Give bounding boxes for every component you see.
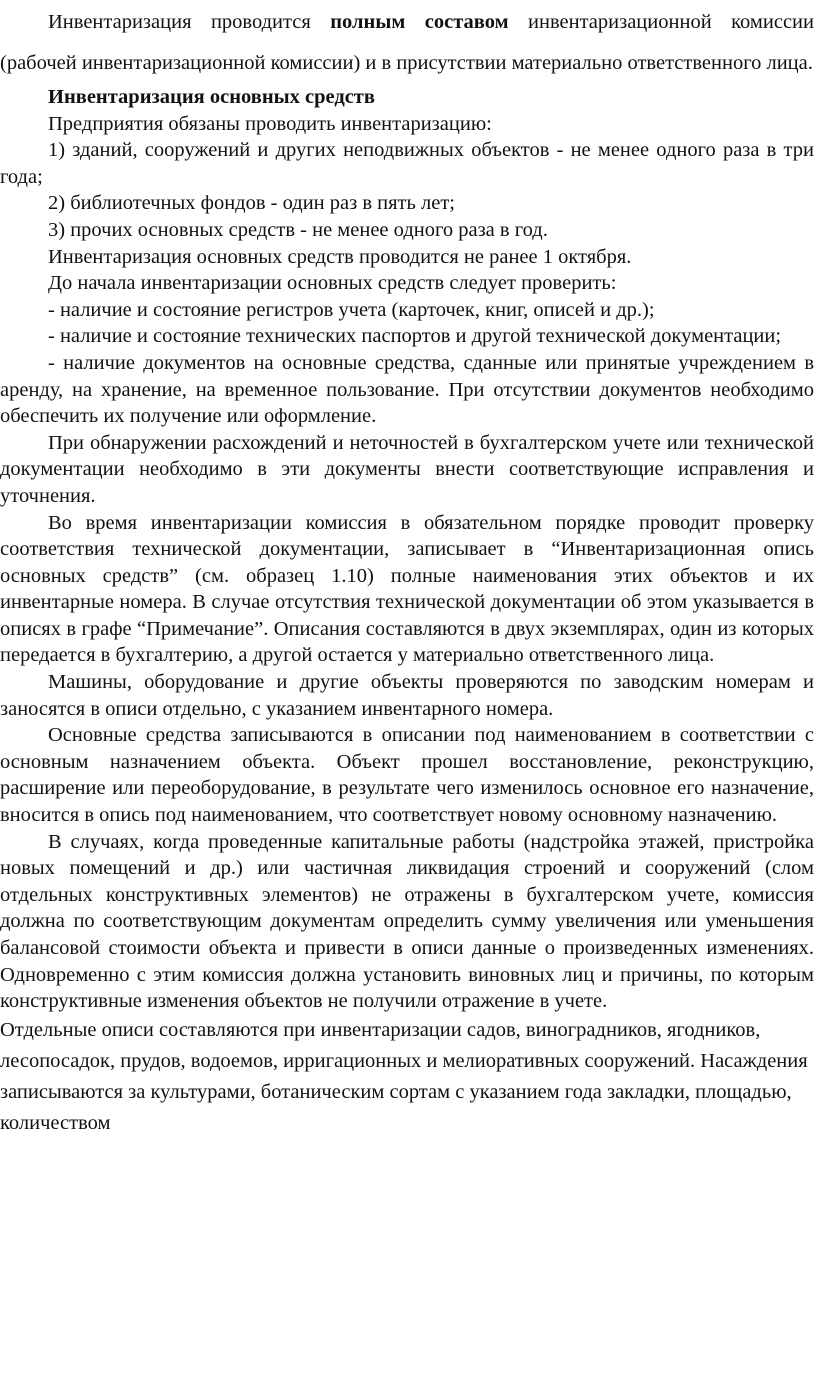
paragraph-machines: Машины, оборудование и другие объекты проверяются по заводским номерам и заносятся в описи отдельно, с указанием инвентарного номера. bbox=[0, 671, 814, 720]
document-page bbox=[0, 2, 816, 1380]
section-title: Инвентаризация основных средств bbox=[48, 86, 375, 108]
paragraph-commission: Во время инвентаризации комиссия в обязательном порядке проводит проверку соответствия технической документации, записывает в “Инвентаризационная опись основных средств” (см. образец 1.10) полные наименования этих объектов и их инвентарные номера. В случае отсутствия технической документации об этом указывается в описях в графе “Примечание”. Описания составляются в двух экземплярах, один из которых передается в бухгалтерию, а другой остается у материально ответственного лица. bbox=[0, 511, 814, 667]
paragraph-capital-works: В случаях, когда проведенные капитальные работы (надстройка этажей, пристройка новых помещений и др.) или частичная ликвидация строений и сооружений (слом отдельных конструктивных элементов) не отражены в бухгалтерском учете, комиссия должна по соответствующим документам определить сумму увеличения или уменьшения балансовой стоимости объекта и привести в описи данные о произведенных изменениях. Одновременно с этим комиссия должна установить виновных лиц и причины, по которым конструктивные изменения объектов не получили отражение в учете. bbox=[0, 830, 814, 1013]
list-item-libraries: 2) библиотечных фондов - один раз в пять лет; bbox=[48, 192, 455, 215]
paragraph-date: Инвентаризация основных средств проводится не ранее 1 октября. bbox=[48, 245, 632, 268]
list-item-buildings: 1) зданий, сооружений и других неподвижных объектов - не менее одного раза в три года; bbox=[0, 139, 814, 188]
check-item-passports: - наличие и состояние технических паспортов и другой технической документации; bbox=[48, 325, 782, 348]
paragraph-check-intro: До начала инвентаризации основных средств следует проверить: bbox=[48, 272, 617, 295]
intro-paragraph bbox=[0, 2, 814, 83]
check-item-registers: - наличие и состояние регистров учета (карточек, книг, описей и др.); bbox=[48, 298, 655, 321]
intro-text-start: Инвентаризация проводится bbox=[48, 11, 331, 33]
check-item-documents: - наличие документов на основные средства, сданные или принятые учреждением в аренду, на хранение, на временное пользование. При отсутствии документов необходимо обеспечить их получение или оформление. bbox=[0, 351, 814, 428]
list-item-other-assets: 3) прочих основных средств - не менее одного раза в год. bbox=[48, 218, 548, 241]
paragraph-obligation: Предприятия обязаны проводить инвентаризацию: bbox=[48, 112, 492, 135]
intro-text-end: инвентаризационной комиссии (рабочей инвентаризационной комиссии) и в присутствии материально ответственного лица. bbox=[0, 11, 814, 74]
outro-paragraph: Отдельные описи составляются при инвентаризации садов, виноградников, ягодников, лесопосадок, прудов, водоемов, ирригационных и мелиоративных сооружений. Насаждения записываются за культурами, ботаническим сортам с указанием года закладки, площадью, количеством bbox=[0, 1018, 808, 1134]
paragraph-discrepancies: При обнаружении расхождений и неточностей в бухгалтерском учете или технической документации необходимо в эти документы внести соответствующие исправления и уточнения. bbox=[0, 431, 814, 507]
paragraph-naming: Основные средства записываются в описании под наименованием в соответствии с основным назначением объекта. Объект прошел восстановление, реконструкцию, расширение или переоборудование, в результате чего изменилось основное его назначение, вносится в опись под наименованием, что соответствует новому основному назначению. bbox=[0, 724, 814, 827]
intro-bold-phrase: полным составом bbox=[330, 11, 509, 33]
